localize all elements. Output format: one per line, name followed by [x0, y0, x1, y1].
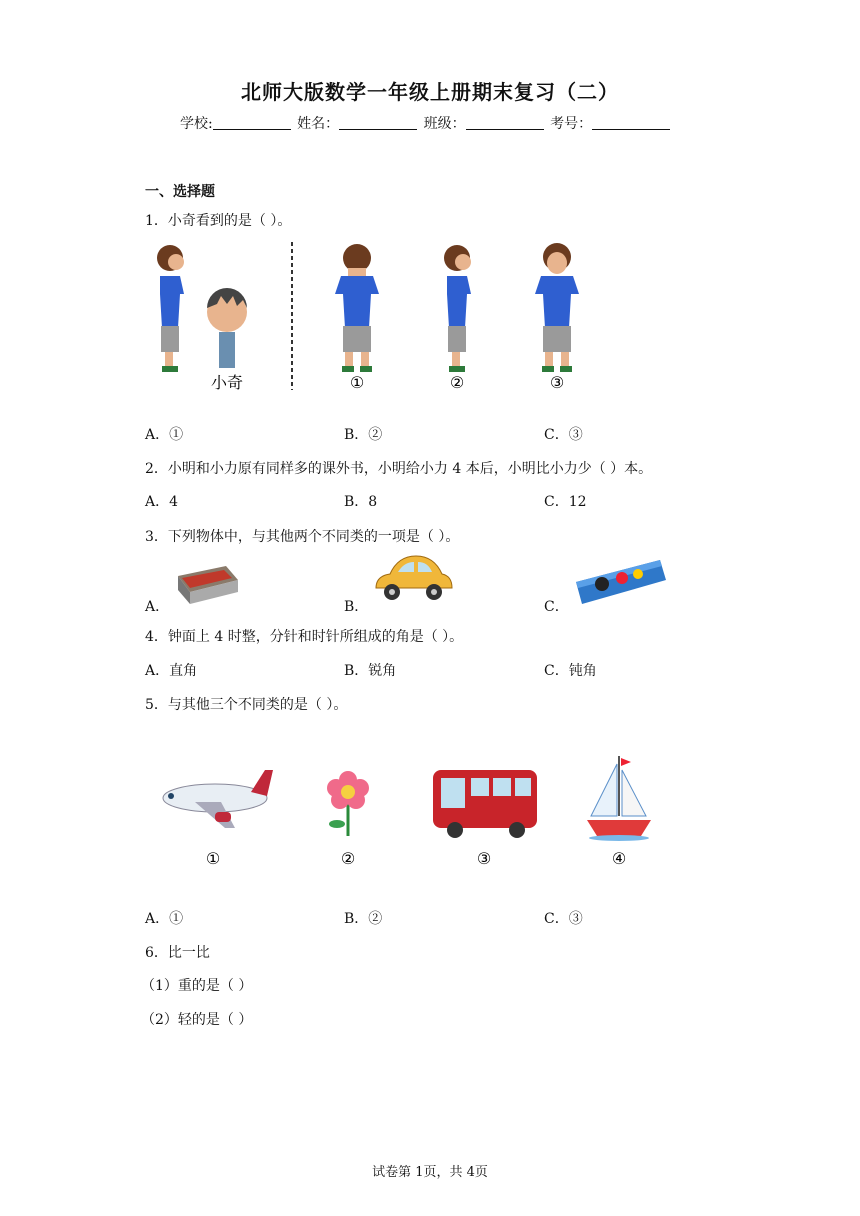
q6-sub-2: （2）轻的是（ ）: [141, 1012, 253, 1028]
name-label: 姓名：: [297, 116, 340, 132]
q5-label-3: ③: [476, 849, 492, 868]
name-blank[interactable]: [339, 115, 417, 130]
q1-option-a[interactable]: A．①: [145, 427, 184, 443]
q2-option-c[interactable]: C．12: [544, 494, 587, 510]
option-3-front-view: [535, 243, 579, 372]
flower-image: [327, 771, 369, 836]
q5-label-1: ①: [205, 849, 221, 868]
q3-option-a[interactable]: A．: [145, 599, 170, 615]
q5-option-b[interactable]: B．②: [344, 911, 383, 927]
question-2: 2．小明和小力原有同样多的课外书，小明给小力 4 本后，小明比小力少（ ）本。: [145, 461, 653, 477]
class-blank[interactable]: [466, 115, 544, 130]
student-info-line: [180, 113, 672, 133]
class-label: 班级：: [423, 116, 466, 132]
q1-option-c[interactable]: C．③: [544, 427, 583, 443]
boy-figure-left: [157, 245, 184, 372]
q1-figure: [145, 238, 605, 398]
question-4: 4．钟面上 4 时整，分针和时针所组成的角是（ ）。: [145, 629, 464, 645]
question-6: 6．比一比: [145, 945, 210, 961]
car-image: [370, 552, 456, 604]
label-2: ②: [449, 373, 465, 392]
label-3: ③: [549, 373, 565, 392]
q2-option-b[interactable]: B．8: [344, 494, 378, 510]
q4-option-c[interactable]: C．钝角: [544, 663, 597, 679]
q5-label-4: ④: [611, 849, 627, 868]
page-title: 北师大版数学一年级上册期末复习（二）: [241, 80, 619, 104]
exam-no-blank[interactable]: [592, 115, 670, 130]
option-2-side-view: [444, 245, 471, 372]
page-footer: 试卷第 1页，共 4页: [372, 1165, 488, 1180]
book-image: [172, 562, 242, 608]
question-1: 1．小奇看到的是（ ）。: [145, 213, 292, 229]
sailboat-image: [587, 756, 651, 841]
q4-option-b[interactable]: B．锐角: [344, 663, 397, 679]
airplane-image: [163, 770, 273, 828]
q5-label-2: ②: [340, 849, 356, 868]
q1-option-b[interactable]: B．②: [344, 427, 383, 443]
question-3: 3．下列物体中，与其他两个不同类的一项是（ ）。: [145, 529, 460, 545]
label-1: ①: [349, 373, 365, 392]
exam-no-label: 考号：: [550, 116, 593, 132]
q5-option-a[interactable]: A．①: [145, 911, 184, 927]
bus-image: [433, 770, 537, 838]
option-1-back-view: [335, 244, 379, 372]
q3-option-c[interactable]: C．: [544, 599, 569, 615]
school-blank[interactable]: [213, 115, 291, 130]
q3-option-b[interactable]: B．: [344, 599, 369, 615]
pencil-case-image: [572, 554, 668, 608]
school-label: 学校:: [180, 116, 213, 132]
q6-sub-1: （1）重的是（ ）: [141, 978, 253, 994]
q5-option-c[interactable]: C．③: [544, 911, 583, 927]
q4-option-a[interactable]: A．直角: [145, 663, 198, 679]
question-5: 5．与其他三个不同类的是（ ）。: [145, 697, 348, 713]
q2-option-a[interactable]: A．4: [145, 494, 179, 510]
xiaoqi-caption: 小奇: [210, 373, 244, 392]
section-heading: 一、选择题: [145, 184, 215, 200]
xiaoqi-cartoon: [207, 288, 247, 368]
q5-figure: [155, 752, 675, 872]
